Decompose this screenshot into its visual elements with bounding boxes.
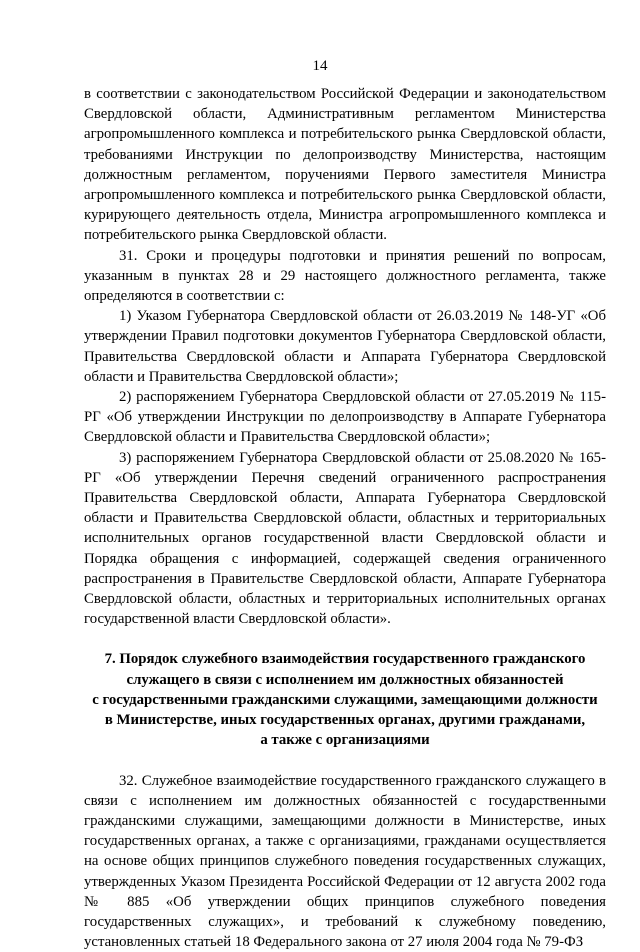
- paragraph-31: 31. Сроки и процедуры подготовки и принятия решений по вопросам, указанным в пунктах 28 и 29 настоящего должностного регламента, также определяются в соответствии с:: [84, 246, 606, 307]
- heading-line: 7. Порядок служебного взаимодействия государственного гражданского: [84, 649, 606, 669]
- section-7-heading: [84, 649, 606, 750]
- heading-line: а также с организациями: [84, 730, 606, 750]
- document-body: [84, 84, 606, 952]
- page-number: 14: [0, 58, 640, 75]
- heading-line: служащего в связи с исполнением им должностных обязанностей: [84, 670, 606, 690]
- heading-line: в Министерстве, иных государственных органах, другими гражданами,: [84, 710, 606, 730]
- list-item-3: 3) распоряжением Губернатора Свердловской области от 25.08.2020 № 165-РГ «Об утверждении Перечня сведений ограниченного распространения Правительства Свердловской области, Аппарата Губернатора Свердловской области и Правительства Свердловской области, областных и территориальных исполнительных органов государственной власти Свердловской области и Порядка обращения с информацией, содержащей сведения ограниченного распространения в Правительстве Свердловской области, Аппарате Губернатора Свердловской области, областных и территориальных исполнительных органах государственной власти Свердловской области».: [84, 448, 606, 630]
- paragraph-32: 32. Служебное взаимодействие государственного гражданского служащего в связи с исполнением им должностных обязанностей с государственными гражданскими служащими, замещающими должности в Министерстве, иных государственных органах, а также с организациями, гражданами осуществляется на основе общих принципов служебного поведения государственных служащих, утвержденных Указом Президента Российской Федерации от 12 августа 2002 года № 885 «Об утверждении общих принципов служебного поведения государственных служащих», и требований к служебному поведению, установленных статьей 18 Федерального закона от 27 июля 2004 года № 79-ФЗ: [84, 771, 606, 952]
- list-item-1: 1) Указом Губернатора Свердловской области от 26.03.2019 № 148-УГ «Об утверждении Правил подготовки документов Губернатора Свердловской области, Правительства Свердловской области и Аппарата Губернатора Свердловской области и Правительства Свердловской области»;: [84, 306, 606, 387]
- paragraph-continuation: в соответствии с законодательством Российской Федерации и законодательством Свердловской области, Административным регламентом Министерства агропромышленного комплекса и потребительского рынка Свердловской области, требованиями Инструкции по делопроизводству Министерства, настоящим должностным регламентом, поручениями Первого заместителя Министра агропромышленного комплекса и потребительского рынка Свердловской области, курирующего деятельность отдела, Министра агропромышленного комплекса и потребительского рынка Свердловской области.: [84, 84, 606, 246]
- list-item-2: 2) распоряжением Губернатора Свердловской области от 27.05.2019 № 115-РГ «Об утверждении Инструкции по делопроизводству в Аппарате Губернатора Свердловской области и Правительства Свердловской области»;: [84, 387, 606, 448]
- heading-line: с государственными гражданскими служащими, замещающими должности: [84, 690, 606, 710]
